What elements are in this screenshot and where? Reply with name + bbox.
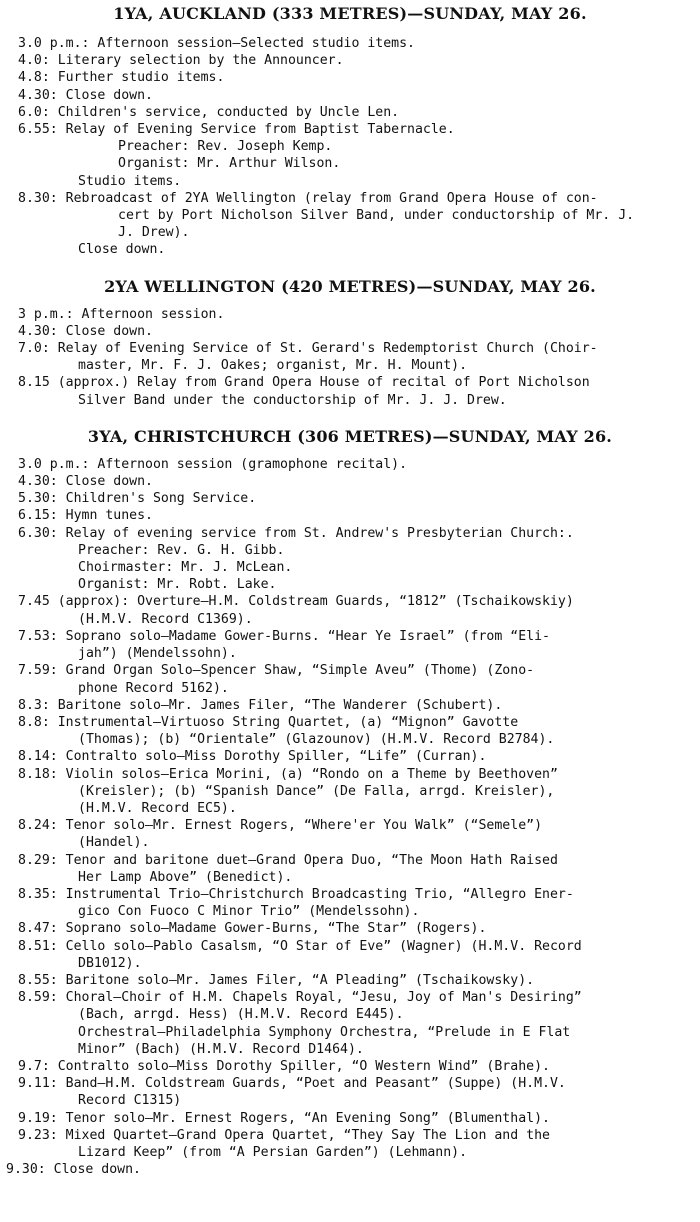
schedule-line: (H.M.V. Record C1369).: [78, 611, 253, 627]
wellington-schedule: [6, 306, 694, 409]
schedule-line: phone Record 5162).: [78, 680, 229, 696]
schedule-line: 8.35: Instrumental Trio—Christchurch Broadcasting Trio, “Allegro Ener-: [18, 886, 574, 902]
schedule-line: 9.7: Contralto solo—Miss Dorothy Spiller, “O Western Wind” (Brahe).: [18, 1058, 550, 1074]
christchurch-section: [6, 427, 694, 1179]
auckland-schedule: [6, 35, 694, 259]
schedule-line: 4.8: Further studio items.: [18, 70, 225, 86]
schedule-line: 8.24: Tenor solo—Mr. Ernest Rogers, “Where'er You Walk” (“Semele”): [18, 818, 543, 834]
schedule-line: (H.M.V. Record EC5).: [78, 800, 237, 816]
schedule-line: (Thomas); (b) “Orientale” (Glazounov) (H.M.V. Record B2784).: [78, 732, 555, 748]
schedule-line: 6.55: Relay of Evening Service from Baptist Tabernacle.: [18, 122, 455, 138]
schedule-line: 3.0 p.m.: Afternoon session—Selected studio items.: [18, 36, 415, 51]
schedule-line: master, Mr. F. J. Oakes; organist, Mr. H. Mount).: [78, 358, 468, 374]
schedule-line: Close down.: [78, 242, 166, 258]
wellington-section: [6, 277, 694, 409]
christchurch-schedule: [6, 456, 694, 1179]
christchurch-heading: 3YA, CHRISTCHURCH (306 METRES)—SUNDAY, MAY 26.: [87, 426, 613, 446]
auckland-section: [6, 0, 694, 259]
schedule-line: 8.47: Soprano solo—Madame Gower-Burns, “The Star” (Rogers).: [18, 921, 487, 937]
schedule-line: 8.14: Contralto solo—Miss Dorothy Spiller, “Life” (Curran).: [18, 749, 487, 765]
schedule-line: Silver Band under the conductorship of Mr. J. J. Drew.: [78, 392, 507, 408]
schedule-line: 8.30: Rebroadcast of 2YA Wellington (relay from Grand Opera House of con-: [18, 190, 598, 206]
schedule-line: 6.30: Relay of evening service from St. Andrew's Presbyterian Church:.: [18, 525, 574, 541]
schedule-line: 4.30: Close down.: [18, 474, 153, 490]
wellington-heading: 2YA WELLINGTON (420 METRES)—SUNDAY, MAY 26.: [104, 276, 596, 296]
schedule-line: 7.45 (approx): Overture—H.M. Coldstream Guards, “1812” (Tschaikowskiy): [18, 594, 574, 610]
schedule-line: 9.30: Close down.: [6, 1162, 141, 1178]
schedule-line: 4.30: Close down.: [18, 87, 153, 103]
schedule-line: Organist: Mr. Arthur Wilson.: [118, 156, 341, 172]
schedule-line: 9.19: Tenor solo—Mr. Ernest Rogers, “An Evening Song” (Blumenthal).: [18, 1110, 550, 1126]
schedule-line: Her Lamp Above” (Benedict).: [78, 869, 293, 885]
schedule-line: 7.59: Grand Organ Solo—Spencer Shaw, “Simple Aveu” (Thome) (Zono-: [18, 663, 535, 679]
schedule-line: 4.0: Literary selection by the Announcer.: [18, 53, 344, 69]
schedule-line: 4.30: Close down.: [18, 323, 153, 339]
schedule-line: J. Drew).: [118, 225, 190, 241]
schedule-line: Lizard Keep” (from “A Persian Garden”) (Lehmann).: [78, 1144, 468, 1160]
schedule-line: Preacher: Rev. Joseph Kemp.: [118, 139, 333, 155]
schedule-line: Organist: Mr. Robt. Lake.: [78, 577, 277, 593]
schedule-line: 6.15: Hymn tunes.: [18, 508, 153, 524]
schedule-line: (Handel).: [78, 835, 150, 851]
schedule-line: (Kreisler); (b) “Spanish Dance” (De Falla, arrgd. Kreisler),: [78, 783, 555, 799]
schedule-line: DB1012).: [78, 955, 142, 971]
schedule-line: cert by Port Nicholson Silver Band, under conductorship of Mr. J.: [118, 208, 635, 224]
schedule-line: 5.30: Children's Song Service.: [18, 491, 257, 507]
schedule-line: 8.3: Baritone solo—Mr. James Filer, “The Wanderer (Schubert).: [18, 697, 503, 713]
auckland-heading: 1YA, AUCKLAND (333 METRES)—SUNDAY, MAY 26.: [113, 4, 587, 23]
schedule-line: Studio items.: [78, 173, 182, 189]
schedule-line: 9.11: Band—H.M. Coldstream Guards, “Poet and Peasant” (Suppe) (H.M.V.: [18, 1076, 566, 1092]
schedule-line: 8.15 (approx.) Relay from Grand Opera House of recital of Port Nicholson: [18, 375, 590, 391]
schedule-line: 8.51: Cello solo—Pablo Casalsm, “O Star of Eve” (Wagner) (H.M.V. Record: [18, 938, 582, 954]
schedule-line: (Bach, arrgd. Hess) (H.M.V. Record E445).: [78, 1007, 404, 1023]
schedule-line: jah”) (Mendelssohn).: [78, 646, 237, 662]
schedule-line: 9.23: Mixed Quartet—Grand Opera Quartet, “They Say The Lion and the: [18, 1127, 550, 1143]
schedule-line: 7.53: Soprano solo—Madame Gower-Burns. “Hear Ye Israel” (from “Eli-: [18, 628, 550, 644]
schedule-line: Preacher: Rev. G. H. Gibb.: [78, 542, 285, 558]
schedule-line: 8.55: Baritone solo—Mr. James Filer, “A Pleading” (Tschaikowsky).: [18, 972, 535, 988]
schedule-line: 8.29: Tenor and baritone duet—Grand Opera Duo, “The Moon Hath Raised: [18, 852, 558, 868]
schedule-line: Record C1315): [78, 1093, 182, 1109]
schedule-line: Choirmaster: Mr. J. McLean.: [78, 560, 293, 576]
schedule-line: 8.8: Instrumental—Virtuoso String Quartet, (a) “Mignon” Gavotte: [18, 714, 519, 730]
schedule-line: 6.0: Children's service, conducted by Uncle Len.: [18, 104, 400, 120]
schedule-line: 7.0: Relay of Evening Service of St. Gerard's Redemptorist Church (Choir-: [18, 341, 598, 357]
schedule-line: 8.18: Violin solos—Erica Morini, (a) “Rondo on a Theme by Beethoven”: [18, 766, 558, 782]
schedule-line: Minor” (Bach) (H.M.V. Record D1464).: [78, 1041, 364, 1057]
schedule-line: gico Con Fuoco C Minor Trio” (Mendelssohn).: [78, 904, 420, 920]
schedule-line: 8.59: Choral—Choir of H.M. Chapels Royal, “Jesu, Joy of Man's Desiring”: [18, 990, 582, 1006]
schedule-line: 3 p.m.: Afternoon session.: [18, 306, 225, 322]
schedule-line: Orchestral—Philadelphia Symphony Orchestra, “Prelude in E Flat: [78, 1024, 571, 1040]
schedule-line: 3.0 p.m.: Afternoon session (gramophone recital).: [18, 456, 408, 472]
